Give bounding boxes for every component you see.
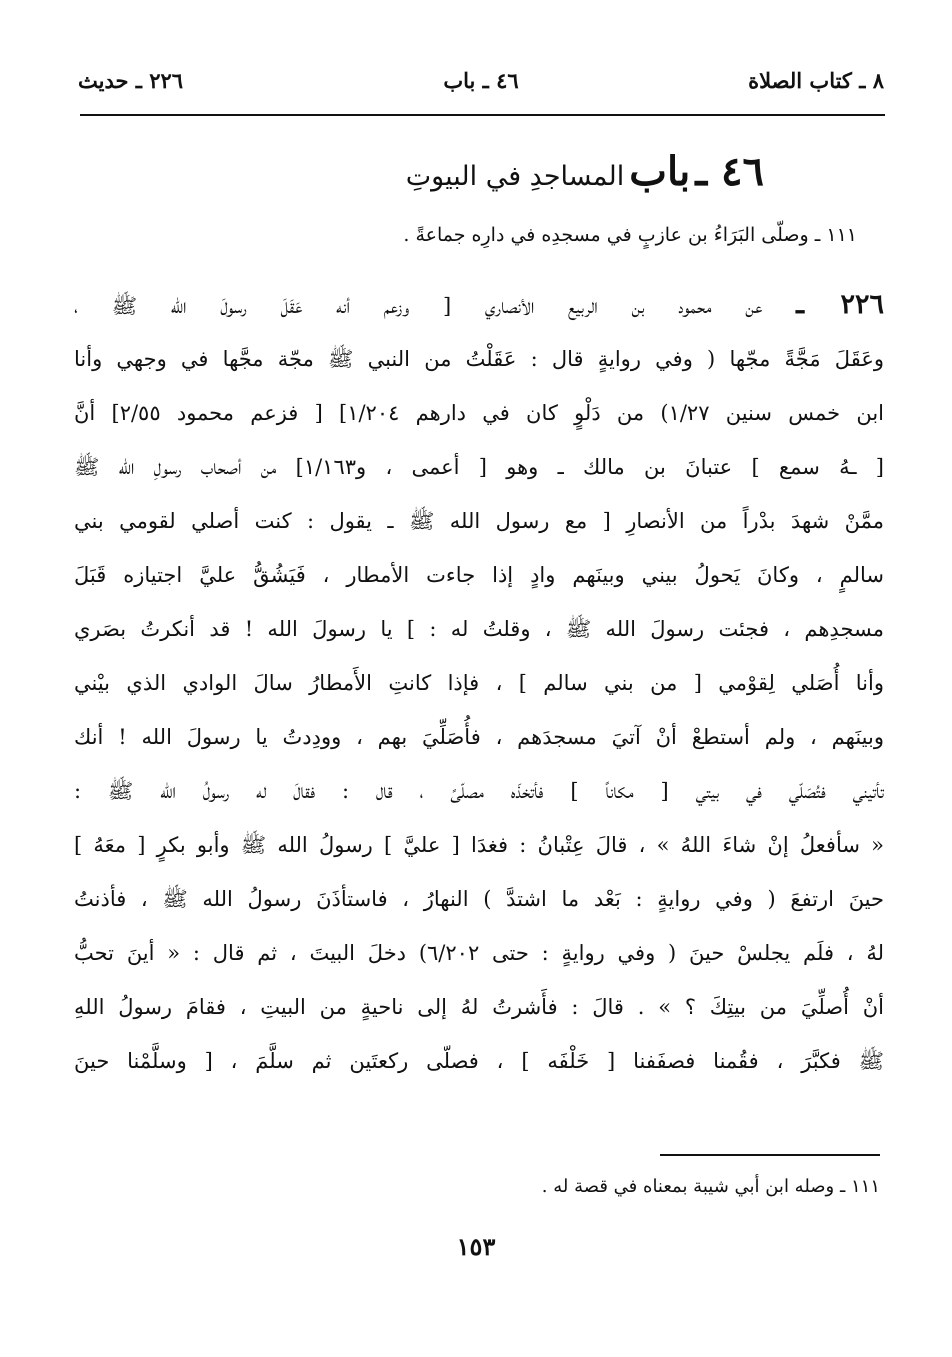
header-hadith-number: ٢٢٦ ـ حديث	[78, 68, 184, 93]
hadith-line: تأتيني فتُصَلّي في بيتي [ مكاناً ] فأتخذَه مصلّىً ، قال : فقالَ له رسولُ الله ﷺ :	[74, 779, 884, 803]
hadith-text	[74, 278, 884, 1088]
hadith-line: [ ـهُ سمع ] عتبانَ بن مالك ـ وهو [ أعمى ، و١/١٦٣] من أصحاب رسولِ الله ﷺ	[74, 455, 884, 479]
chapter-title	[204, 148, 764, 195]
footnote-divider	[660, 1154, 880, 1156]
hadith-line: مسجدِهم ، فجئت رسولَ الله ﷺ ، وقلتُ له : ] يا رسولَ الله ! قد أنكرتُ بصَري	[74, 617, 884, 641]
running-header	[78, 68, 884, 102]
hadith-line: وعَقَلَ مَجَّةً مجّها ( وفي روايةٍ قال : عَقَلْتُ من النبي ﷺ مجّة مجَّها في وجهي وأنا	[74, 347, 884, 371]
page-number: ١٥٣	[456, 1232, 496, 1261]
hadith-line: حينَ ارتفعَ ( وفي روايةٍ : بَعْد ما اشتدَّ ) النهارُ ، فاستأذَنَ رسولُ الله ﷺ ، فأذنتُ	[74, 887, 884, 911]
hadith-line: « سأفعلُ إنْ شاءَ اللهُ » ، قالَ عِتْبانُ : فغدَا [ عليَّ ] رسولُ الله ﷺ وأبو بكرٍ [ معَهُ ]	[74, 833, 884, 857]
header-book-title: ٨ ـ كتاب الصلاة	[748, 68, 884, 93]
header-chapter: ٤٦ ـ باب	[443, 68, 519, 93]
hadith-line: أنْ أُصلِّيَ من بيتِكَ ؟ » . قالَ : فأَشرتُ لهُ إلى ناحيةٍ من البيتِ ، فقامَ رسولُ اللهِ	[74, 995, 884, 1019]
hadith-line: وأنا أُصَلي لِقوْمي [ من بني سالم ] ، فإذا كانتِ الأَمطارُ سالَ الوادي الذي بيْني	[74, 671, 884, 695]
footnote: ١١١ ـ وصله ابن أبي شيبة بمعناه في قصة له .	[541, 1176, 880, 1197]
hadith-number: ٢٢٦ ـ	[796, 289, 884, 320]
chapter-subject: المساجدِ في البيوتِ	[405, 161, 625, 192]
hadith-line	[74, 278, 884, 332]
suspended-narration: ١١١ ـ وصلّى البَرَاءُ بن عازبٍ في مسجدِه في دارِه جماعةً .	[403, 224, 857, 246]
chapter-word: باب	[629, 148, 691, 195]
hadith-line: ﷺ فكبَّرَ ، فقُمنا فصفَفنا [ خَلْفَه ] ، فصلّى ركعتَين ثم سلَّمَ ، [ وسلَّمْنا حينَ	[74, 1049, 884, 1073]
hadith-line: ممَّنْ شهدَ بدْراً من الأنصارِ [ مع رسول الله ﷺ ـ يقول : كنت أصلي لقومي بني	[74, 509, 884, 533]
header-divider	[80, 114, 885, 116]
hadith-line-text: عن محمود بن الربيع الأنصاري [ وزعم أنه عَقَلَ رسولَ الله ﷺ ،	[74, 294, 763, 318]
hadith-line: سالمٍ ، وكانَ يَحولُ بيني وبينَهم وادٍ إذا جاءت الأمطار ، فَيَشُقُّ عليَّ اجتيازه قَبَلَ	[74, 563, 884, 587]
hadith-line: لهُ ، فلَم يجلسْ حينَ ( وفي روايةٍ : حتى ٦/٢٠٢) دخلَ البيتَ ، ثم قال : « أينَ تحبُّ	[74, 941, 884, 965]
hadith-line: وبينَهم ، ولم أستطعْ أنْ آتيَ مسجدَهم ، فأُصَلِّيَ بهم ، وودِدتُ يا رسولَ الله ! أنك	[74, 725, 884, 749]
hadith-line: ابن خمس سنين ١/٢٧) من دَلْوٍ كان في دارهم ١/٢٠٤] [ فزعم محمود ٢/٥٥] أنَّ	[74, 401, 884, 425]
chapter-number: ٤٦ ـ	[695, 148, 764, 195]
